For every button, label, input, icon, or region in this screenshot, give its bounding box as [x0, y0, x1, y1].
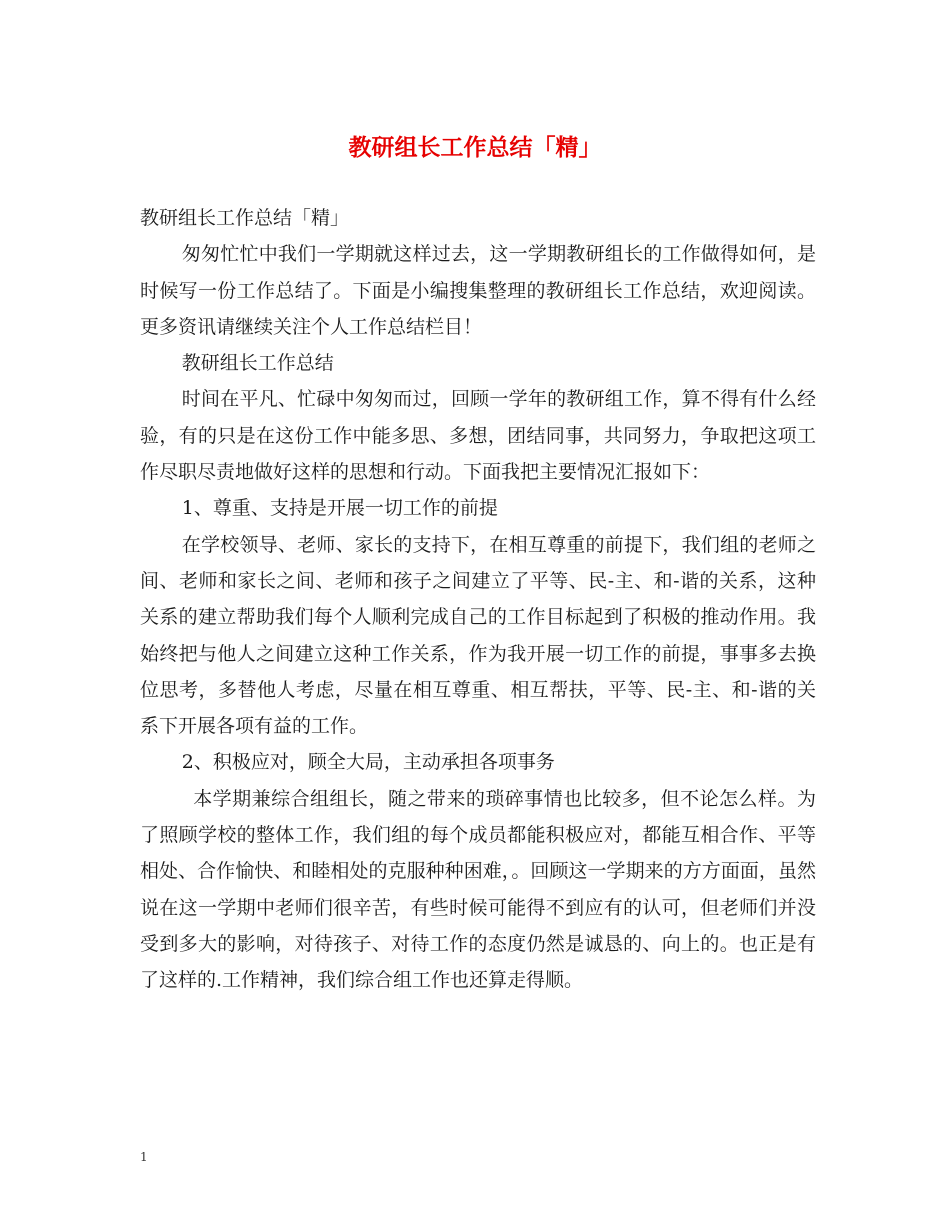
document-title: 教研组长工作总结「精」 [348, 134, 602, 161]
document-body [140, 200, 816, 999]
page-number: 1 [140, 1150, 148, 1164]
body-paragraph: 在学校领导、老师、家长的支持下，在相互尊重的前提下，我们组的老师之间、老师和家长之间、老师和孩子之间建立了平等、民-主、和-谐的关系，这种关系的建立帮助我们每个人顺利完成自己的工作目标起到了积极的推动作用。我始终把与他人之间建立这种工作关系，作为我开展一切工作的前提，事事多去换位思考，多替他人考虑，尽量在相互尊重、相互帮扶，平等、民-主、和-谐的关系下开展各项有益的工作。 [140, 533, 816, 738]
point-heading-1: 1、尊重、支持是开展一切工作的前提 [181, 497, 498, 520]
intro-paragraph: 匆匆忙忙中我们一学期就这样过去，这一学期教研组长的工作做得如何，是时候写一份工作总结了。下面是小编搜集整理的教研组长工作总结，欢迎阅读。更多资讯请继续关注个人工作总结栏目！ [140, 243, 816, 338]
subtitle-paragraph: 教研组长工作总结「精」 [140, 207, 350, 229]
point-heading-2: 2、积极应对，顾全大局，主动承担各项事务 [181, 751, 555, 774]
section-heading: 教研组长工作总结 [181, 352, 334, 375]
body-paragraph: 本学期兼综合组组长，随之带来的琐碎事情也比较多，但不论怎么样。为了照顾学校的整体工作，我们组的每个成员都能积极应对，都能互相合作、平等相处、合作愉快、和睦相处的克服种种困难，。回顾这一学期来的方方面面，虽然说在这一学期中老师们很辛苦，有些时候可能得不到应有的认可，但老师们并没受到多大的影响，对待孩子、对待工作的态度仍然是诚恳的、向上的。也正是有了这样的.工作精神，我们综合组工作也还算走得顺。 [140, 787, 816, 992]
body-paragraph: 时间在平凡、忙碌中匆匆而过，回顾一学年的教研组工作，算不得有什么经验，有的只是在这份工作中能多思、多想，团结同事，共同努力，争取把这项工作尽职尽责地做好这样的思想和行动。下面我把主要情况汇报如下： [140, 388, 816, 484]
